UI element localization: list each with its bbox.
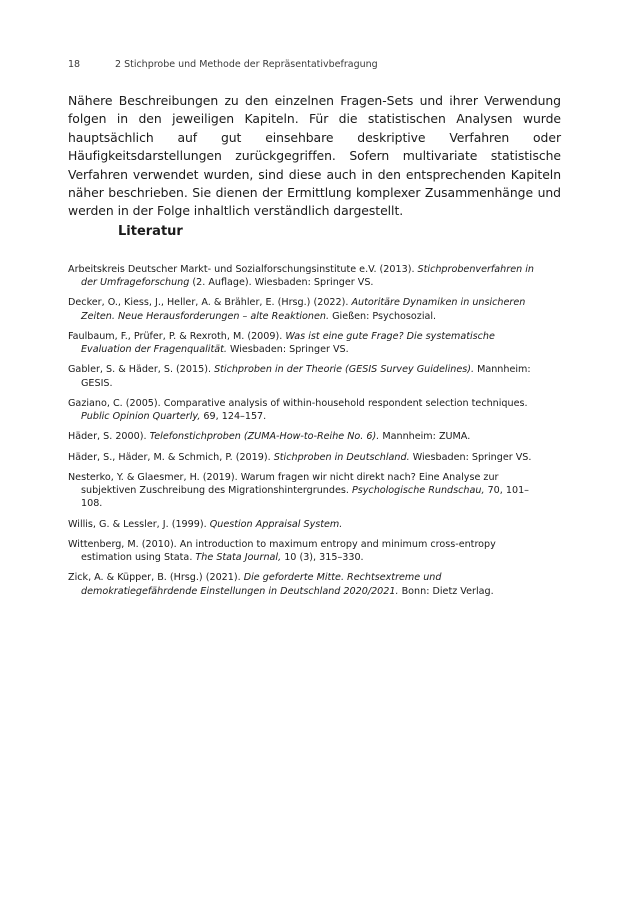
body-paragraph: Nähere Beschreibungen zu den einzelnen Fragen-Sets und ihrer Verwendung folgen in den jeweiligen Kapiteln. Für die statistischen Analysen wurde hauptsächlich auf gut einsehbare deskriptive Verfahren oder Häufigkeitsdarstellungen zurückgegriffen. Sofern multivariate statistische Verfahren verwendet wurden, sind diese auch in den entsprechenden Kapiteln näher beschrieben. Sie dienen der Ermittlung komplexer Zusammenhänge und werden in der Folge inhaltlich verständlich dargestellt.: [68, 93, 561, 219]
reference-item: Nesterko, Y. & Glaesmer, H. (2019). Warum fragen wir nicht direkt nach? Eine Analyse zur subjektiven Zuschreibung des Migrationshintergrundes. Psychologische Rundschau, 70, 101–108.: [68, 471, 529, 510]
reference-item: Zick, A. & Küpper, B. (Hrsg.) (2021). Die geforderte Mitte. Rechtsextreme und demokratiegefährdende Einstellungen in Deutschland 2020/2021. Bonn: Dietz Verlag.: [68, 572, 494, 597]
page-number: 18: [68, 59, 81, 70]
reference-list: [68, 263, 538, 605]
reference-item: Gaziano, C. (2005). Comparative analysis of within-household respondent selection techniques. Public Opinion Quarterly, 69, 124–157.: [68, 397, 528, 423]
reference-item: Häder, S. 2000). Telefonstichproben (ZUMA-How-to-Reihe No. 6). Mannheim: ZUMA.: [68, 431, 471, 443]
reference-item: Faulbaum, F., Prüfer, P. & Rexroth, M. (2009). Was ist eine gute Frage? Die systematische Evaluation der Fragenqualität. Wiesbaden: Springer VS.: [68, 330, 495, 356]
section-heading: Literatur: [118, 224, 183, 239]
running-title: 2 Stichprobe und Methode der Repräsentativbefragung: [115, 59, 378, 70]
reference-item: Arbeitskreis Deutscher Markt- und Sozialforschungsinstitute e.V. (2013). Stichprobenverfahren in der Umfrageforschung (2. Auflage). Wiesbaden: Springer VS.: [68, 264, 534, 289]
reference-item: Wittenberg, M. (2010). An introduction to maximum entropy and minimum cross-entropy estimation using Stata. The Stata Journal, 10 (3), 315–330.: [68, 538, 496, 564]
reference-item: Gabler, S. & Häder, S. (2015). Stichproben in der Theorie (GESIS Survey Guidelines). Mannheim: GESIS.: [68, 364, 531, 389]
running-header: [68, 59, 378, 70]
reference-item: Decker, O., Kiess, J., Heller, A. & Brähler, E. (Hrsg.) (2022). Autoritäre Dynamiken in unsicheren Zeiten. Neue Herausforderungen – alte Reaktionen. Gießen: Psychosozial.: [68, 297, 526, 322]
reference-item: Häder, S., Häder, M. & Schmich, P. (2019). Stichproben in Deutschland. Wiesbaden: Springer VS.: [68, 451, 532, 463]
reference-item: Willis, G. & Lessler, J. (1999). Question Appraisal System.: [68, 518, 343, 530]
